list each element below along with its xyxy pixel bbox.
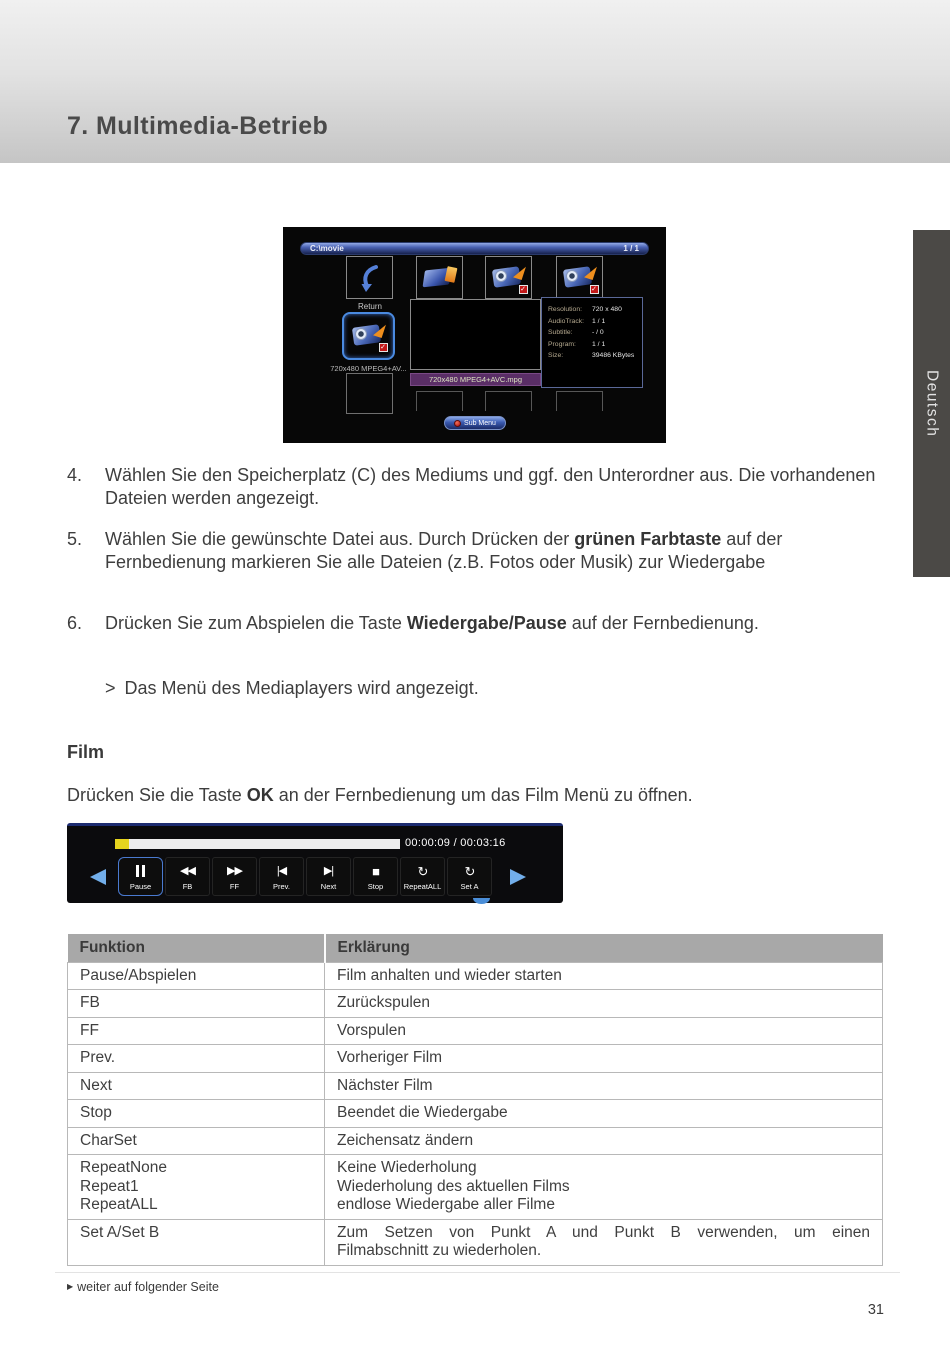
repeat-all-button: ↻ RepeatALL [400,857,445,896]
check-icon: ✓ [591,285,597,293]
note-marker: > [105,678,116,698]
table-row: CharSet Zeichensatz ändern [68,1127,883,1155]
next-button: ▶| Next [306,857,351,896]
player-controlbar-screenshot [67,823,563,903]
info-row [548,316,642,328]
table-header-erklaerung: Erklärung [325,934,883,962]
info-label: Resolution: [548,306,583,313]
info-value: 720 x 480 [592,306,622,313]
control-buttons-row [118,857,492,896]
selected-thumbnail [342,312,395,360]
info-value: 1 / 1 [592,340,606,348]
info-label: AudioTrack: [548,317,585,325]
submenu-label: Sub Menu [464,419,496,427]
return-label: Return [357,302,382,311]
language-tab-label: Deutsch [923,369,941,438]
language-tab [913,230,950,577]
empty-slot [556,391,603,411]
empty-slot [416,391,463,411]
info-label: Subtitle: [548,329,573,336]
empty-slot [485,391,532,411]
info-value: - / 0 [592,329,604,336]
movie-file-icon [351,322,387,350]
info-label: Program: [548,340,576,348]
instruction-item-4 [67,464,882,509]
ff-button: ▶▶ FF [212,857,257,896]
table-row: Prev. Vorheriger Film [68,1045,883,1073]
selected-file-label: 720x480 MPEG4+AV... [330,364,407,373]
submenu-button [444,416,506,430]
page-header [0,0,950,163]
progress-bar [115,839,400,849]
instruction-number: 4. [67,465,83,485]
media-browser-screenshot [283,227,666,443]
nav-left-icon [90,869,106,885]
thumbnail-return [346,256,393,299]
function-table [67,934,883,1266]
file-info-panel [541,297,643,388]
table-header-funktion: Funktion [68,934,325,962]
table-header-row [68,934,883,962]
info-value: 39486 KBytes [592,352,635,359]
result-note: > Das Menü des Mediaplayers wird angezeigt. [105,678,479,698]
time-display: 00:00:09 / 00:03:16 [405,837,506,849]
player-titlebar [300,242,649,255]
table-row: FF Vorspulen [68,1017,883,1045]
rewind-icon: ◀◀ [180,864,195,877]
pause-icon [136,863,145,880]
table-row: Set A/Set B Zum Setzen von Punkt A und Punkt B verwenden, um einen Filmabschnitt zu wiederholen. [68,1219,883,1265]
fast-forward-icon: ▶▶ [227,864,242,877]
stop-icon: ■ [372,863,379,879]
return-arrow-icon [355,263,385,293]
progress-fill [115,839,129,849]
page-number: 31 [867,1302,884,1318]
continue-marker-icon: ▶ [67,1282,74,1291]
instruction-text: Wählen Sie die gewünschte Datei aus. Durch Drücken der grünen Farbtaste auf der Fernbedienung markieren Sie alle Dateien (z.B. Fotos oder Musik) zur Wiedergabe [105,529,783,572]
thumbnail-movie-file-2 [556,256,603,299]
stop-button: ■ Stop [353,857,398,896]
record-dot-icon [454,420,461,427]
movie-file-icon [491,264,527,292]
fb-button: ◀◀ FB [165,857,210,896]
page-title: 7. Multimedia-Betrieb [67,112,329,140]
check-icon: ✓ [380,344,386,351]
prev-button: |◀ Prev. [259,857,304,896]
repeat-ab-icon: ↻ [464,863,475,879]
previous-track-icon: |◀ [276,864,287,877]
table-row: RepeatNone Repeat1 RepeatALL Keine Wiederholung Wiederholung des aktuellen Films endlose Wiedergabe aller Filme [68,1155,883,1220]
thumbnail-folder [416,256,463,299]
table-row: Stop Beendet die Wiedergabe [68,1100,883,1128]
footer-divider [55,1272,900,1273]
footer-note: ▶ weiter auf folgender Seite [67,1280,219,1294]
current-path: C:\movie [310,244,344,253]
page-indicator: 1 / 1 [623,244,639,253]
table-row: Next Nächster Film [68,1072,883,1100]
repeat-icon: ↻ [417,863,428,879]
folder-icon [421,264,459,292]
thumbnail-movie-file-1 [485,256,532,299]
instruction-text: Drücken Sie zum Abspielen die Taste Wiedergabe/Pause auf der Fernbedienung. [105,613,759,633]
table-row: FB Zurückspulen [68,990,883,1018]
info-value: 1 / 1 [592,317,606,325]
preview-pane [410,299,541,370]
set-a-button: ↻ Set A [447,857,492,896]
film-heading: Film [67,742,105,762]
info-row [548,304,642,316]
instruction-text: Wählen Sie den Speicherplatz (C) des Mediums und ggf. den Unterordner aus. Die vorhandenen Dateien werden angezeigt. [105,465,876,508]
info-row [548,350,642,362]
nav-right-icon [510,869,526,885]
info-label: Size: [548,352,564,359]
next-track-icon: ▶| [323,864,334,877]
check-icon: ✓ [520,285,526,293]
empty-slot [346,373,393,414]
page-dot-indicator [473,898,490,904]
filename-bar: 720x480 MPEG4+AVC.mpg [410,373,541,386]
info-row [548,327,642,339]
pause-button: Pause [118,857,163,896]
info-row [548,339,642,351]
film-paragraph: Drücken Sie die Taste OK an der Fernbedienung um das Film Menü zu öffnen. [67,785,693,805]
table-row: Pause/Abspielen Film anhalten und wieder starten [68,962,883,990]
movie-file-icon [562,264,598,292]
instruction-number: 6. [67,613,83,633]
instruction-number: 5. [67,529,83,549]
instruction-item-6 [67,612,882,635]
instruction-item-5 [67,528,882,573]
